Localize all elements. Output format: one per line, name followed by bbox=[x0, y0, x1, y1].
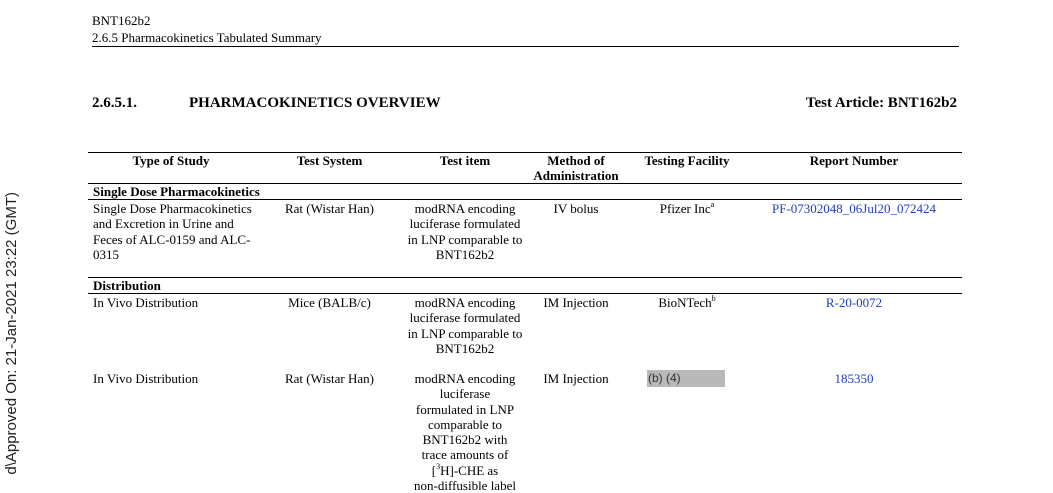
cell-facility: Pfizer Inc$^a$ bbox=[659, 200, 715, 216]
group-rule bbox=[88, 293, 962, 294]
col-header-study-type: Type of Study bbox=[132, 153, 210, 168]
cell-method: IM Injection bbox=[543, 295, 609, 310]
approval-stamp: d\Approved On: 21-Jan-2021 23:22 (GMT) bbox=[3, 192, 20, 475]
col-header-facility: Testing Facility bbox=[644, 153, 730, 168]
report-link[interactable]: 185350 bbox=[834, 371, 874, 386]
cell-test-system: Rat (Wistar Han) bbox=[284, 371, 374, 386]
group-heading-distribution: Distribution bbox=[93, 278, 161, 293]
col-header-method: Method of Administration bbox=[533, 153, 619, 183]
redacted-facility: (b) (4) bbox=[647, 370, 725, 387]
report-link[interactable]: R-20-0072 bbox=[825, 295, 883, 310]
report-link[interactable]: PF-07302048_06Jul20_072424 bbox=[772, 201, 936, 216]
cell-study-type: In Vivo Distribution bbox=[93, 371, 199, 386]
cell-method: IV bolus bbox=[553, 201, 599, 216]
header-product: BNT162b2 bbox=[92, 13, 151, 28]
cell-test-system: Mice (BALB/c) bbox=[288, 295, 371, 310]
cell-method: IM Injection bbox=[543, 371, 609, 386]
test-article-label: Test Article: BNT162b2 bbox=[805, 95, 957, 111]
section-title: PHARMACOKINETICS OVERVIEW bbox=[189, 95, 441, 111]
col-header-test-system: Test System bbox=[296, 153, 363, 168]
section-number: 2.6.5.1. bbox=[92, 95, 137, 111]
cell-study-type: In Vivo Distribution bbox=[93, 295, 199, 310]
col-header-report: Report Number bbox=[809, 153, 899, 168]
header-section: 2.6.5 Pharmacokinetics Tabulated Summary bbox=[92, 30, 322, 45]
cell-facility: BioNTech$^b$ bbox=[658, 294, 716, 310]
cell-study-type: Single Dose Pharmacokinetics and Excretion in Urine and Feces of ALC-0159 and ALC-0315 bbox=[93, 201, 252, 262]
cell-test-item: modRNA encoding luciferase formulated in LNP comparable to BNT162b2 with trace amounts of [$^3$H]-CHE as non-diffusible label bbox=[414, 371, 516, 493]
cell-test-system: Rat (Wistar Han) bbox=[284, 201, 374, 216]
footnote-marker: b bbox=[711, 294, 716, 303]
cell-test-item: modRNA encoding luciferase formulated in LNP comparable to BNT162b2 bbox=[407, 295, 523, 356]
footnote-marker: a bbox=[710, 200, 715, 209]
header-divider bbox=[92, 46, 959, 47]
cell-test-item: modRNA encoding luciferase formulated in LNP comparable to BNT162b2 bbox=[407, 201, 523, 262]
col-header-test-item: Test item bbox=[439, 153, 491, 168]
group-heading-single-dose: Single Dose Pharmacokinetics bbox=[93, 184, 260, 199]
group-rule bbox=[88, 277, 962, 278]
